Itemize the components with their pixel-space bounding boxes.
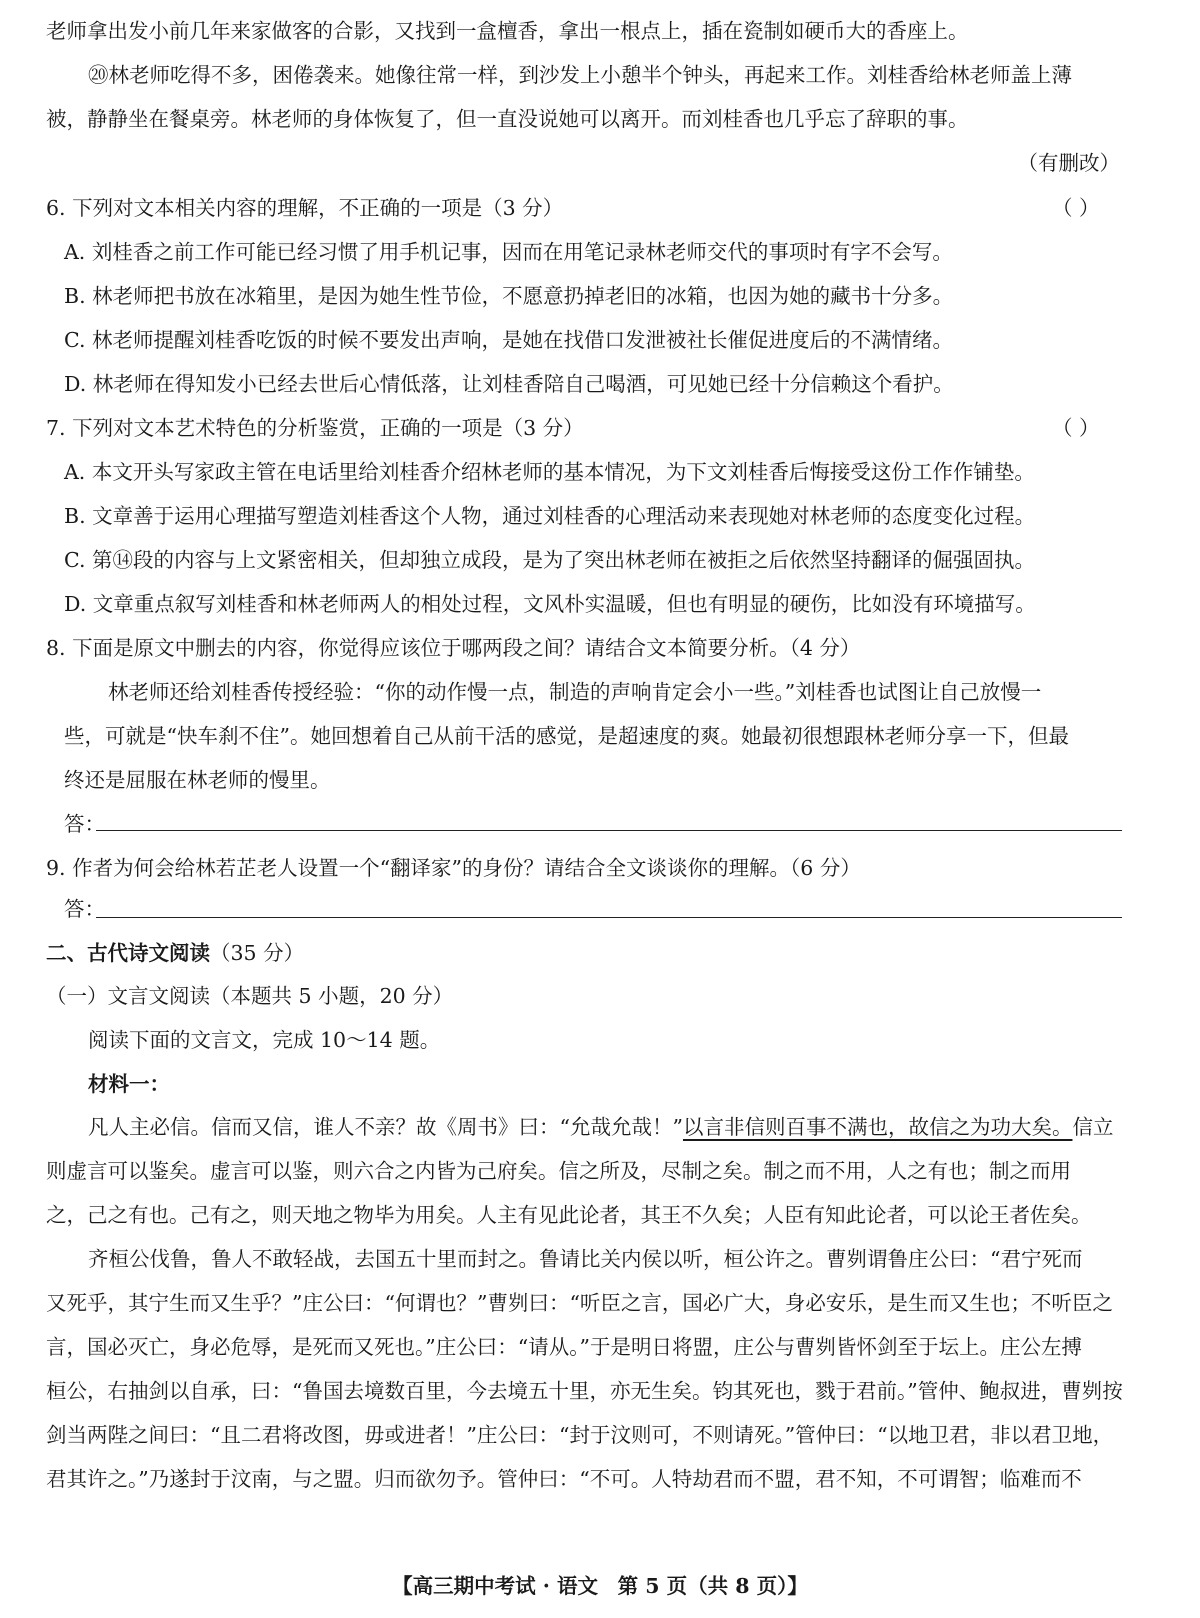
passage-paragraph-20: ⑳林老师吃得不多，困倦袭来。她像往常一样，到沙发上小憩半个钟头，再起来工作。刘桂香给林老师盖上薄: [88, 63, 1072, 87]
answer-label: 答：: [64, 812, 105, 836]
reading-instruction: 阅读下面的文言文，完成 10～14 题。: [88, 1028, 441, 1052]
option-c: C. 林老师提醒刘桂香吃饭的时候不要发出声响，是她在找借口发泄被社长催促进度后的不满情绪。: [64, 328, 953, 352]
option-d: D. 文章重点叙写刘桂香和林老师两人的相处过程，文风朴实温暖，但也有明显的硬伤，比如没有环境描写。: [64, 592, 1036, 616]
page-footer: [0, 1571, 1200, 1601]
passage-line: 老师拿出发小前几年来家做客的合影，又找到一盒檀香，拿出一根点上，插在瓷制如硬币大的香座上。: [46, 19, 969, 43]
classical-text-line: 之，己之有也。己有之，则天地之物毕为用矣。人主有见此论者，其王不久矣；人臣有知此论者，可以论王者佐矣。: [46, 1203, 1092, 1227]
underlined-sentence: 以言非信则百事不满也，故信之为功大矣。: [682, 1115, 1073, 1139]
text-segment: 信立: [1072, 1115, 1114, 1139]
classical-text-line: [88, 1112, 1113, 1142]
classical-text-line: 剑当两陛之间曰：“且二君将改图，毋或进者！”庄公曰：“封于汶则可，不则请死。”管仲曰：“以地卫君，非以君卫地，: [46, 1423, 1114, 1447]
answer-bracket: （ ）: [1052, 416, 1100, 440]
material-label: 材料一：: [88, 1072, 170, 1096]
section-score: （35 分）: [210, 941, 305, 965]
footer-exam-name: 【高三期中考试 · 语文: [392, 1574, 599, 1598]
edit-note: （有删改）: [1017, 151, 1120, 175]
answer-line[interactable]: [96, 830, 1122, 831]
section-heading: [46, 938, 304, 968]
deleted-excerpt: 林老师还给刘桂香传授经验：“你的动作慢一点，制造的声响肯定会小一些。”刘桂香也试图让自己放慢一: [108, 680, 1042, 704]
answer-bracket: （ ）: [1052, 196, 1100, 220]
option-b: B. 文章善于运用心理描写塑造刘桂香这个人物，通过刘桂香的心理活动来表现她对林老师的态度变化过程。: [64, 504, 1036, 528]
option-b: B. 林老师把书放在冰箱里，是因为她生性节俭，不愿意扔掉老旧的冰箱，也因为她的藏书十分多。: [64, 284, 954, 308]
answer-line[interactable]: [96, 917, 1122, 918]
classical-text-line: 言，国必灭亡，身必危辱，是死而又死也。”庄公曰：“请从。”于是明日将盟，庄公与曹刿皆怀剑至于坛上。庄公左搏: [46, 1335, 1082, 1359]
question-7-stem: 7. 下列对文本艺术特色的分析鉴赏，正确的一项是（3 分）: [46, 416, 584, 440]
option-d: D. 林老师在得知发小已经去世后心情低落，让刘桂香陪自己喝酒，可见她已经十分信赖这个看护。: [64, 372, 954, 396]
passage-line: 被，静静坐在餐桌旁。林老师的身体恢复了，但一直没说她可以离开。而刘桂香也几乎忘了辞职的事。: [46, 107, 969, 131]
answer-label: 答：: [64, 897, 105, 921]
deleted-excerpt: 些，可就是“快车刹不住”。她回想着自己从前干活的感觉，是超速度的爽。她最初很想跟林老师分享一下，但最: [64, 724, 1069, 748]
text-segment: 凡人主必信。信而又信，谁人不亲？故《周书》曰：“允哉允哉！”: [88, 1115, 683, 1139]
classical-text-line: 齐桓公伐鲁，鲁人不敢轻战，去国五十里而封之。鲁请比关内侯以听，桓公许之。曹刿谓鲁庄公曰：“君宁死而: [88, 1247, 1083, 1271]
classical-text-line: 又死乎，其宁生而又生乎？”庄公曰：“何谓也？”曹刿曰：“听臣之言，国必广大，身必安乐，是生而又生也；不听臣之: [46, 1291, 1113, 1315]
classical-text-line: 君其许之。”乃遂封于汶南，与之盟。归而欲勿予。管仲曰：“不可。人特劫君而不盟，君不知，不可谓智；临难而不: [46, 1467, 1082, 1491]
option-a: A. 本文开头写家政主管在电话里给刘桂香介绍林老师的基本情况，为下文刘桂香后悔接受这份工作作铺垫。: [64, 460, 1035, 484]
question-6-stem: 6. 下列对文本相关内容的理解，不正确的一项是（3 分）: [46, 196, 564, 220]
footer-page-number: 第 5 页（共 8 页）】: [617, 1574, 808, 1598]
classical-text-line: 则虚言可以鉴矣。虚言可以鉴，则六合之内皆为己府矣。信之所及，尽制之矣。制之而不用，人之有也；制之而用: [46, 1159, 1071, 1183]
section-title: 二、古代诗文阅读: [46, 941, 210, 965]
question-9-stem: 9. 作者为何会给林若芷老人设置一个“翻译家”的身份？请结合全文谈谈你的理解。（6 分）: [46, 856, 861, 880]
question-8-stem: 8. 下面是原文中删去的内容，你觉得应该位于哪两段之间？请结合文本简要分析。（4 分）: [46, 636, 861, 660]
subsection-heading: （一）文言文阅读（本题共 5 小题，20 分）: [46, 984, 454, 1008]
option-a: A. 刘桂香之前工作可能已经习惯了用手机记事，因而在用笔记录林老师交代的事项时有字不会写。: [64, 240, 953, 264]
classical-text-line: 桓公，右抽剑以自承，曰：“鲁国去境数百里，今去境五十里，亦无生矣。钧其死也，戮于君前。”管仲、鲍叔进，曹刿按: [46, 1379, 1123, 1403]
deleted-excerpt: 终还是屈服在林老师的慢里。: [64, 768, 331, 792]
option-c: C. 第⑭段的内容与上文紧密相关，但却独立成段，是为了突出林老师在被拒之后依然坚持翻译的倔强固执。: [64, 548, 1035, 572]
